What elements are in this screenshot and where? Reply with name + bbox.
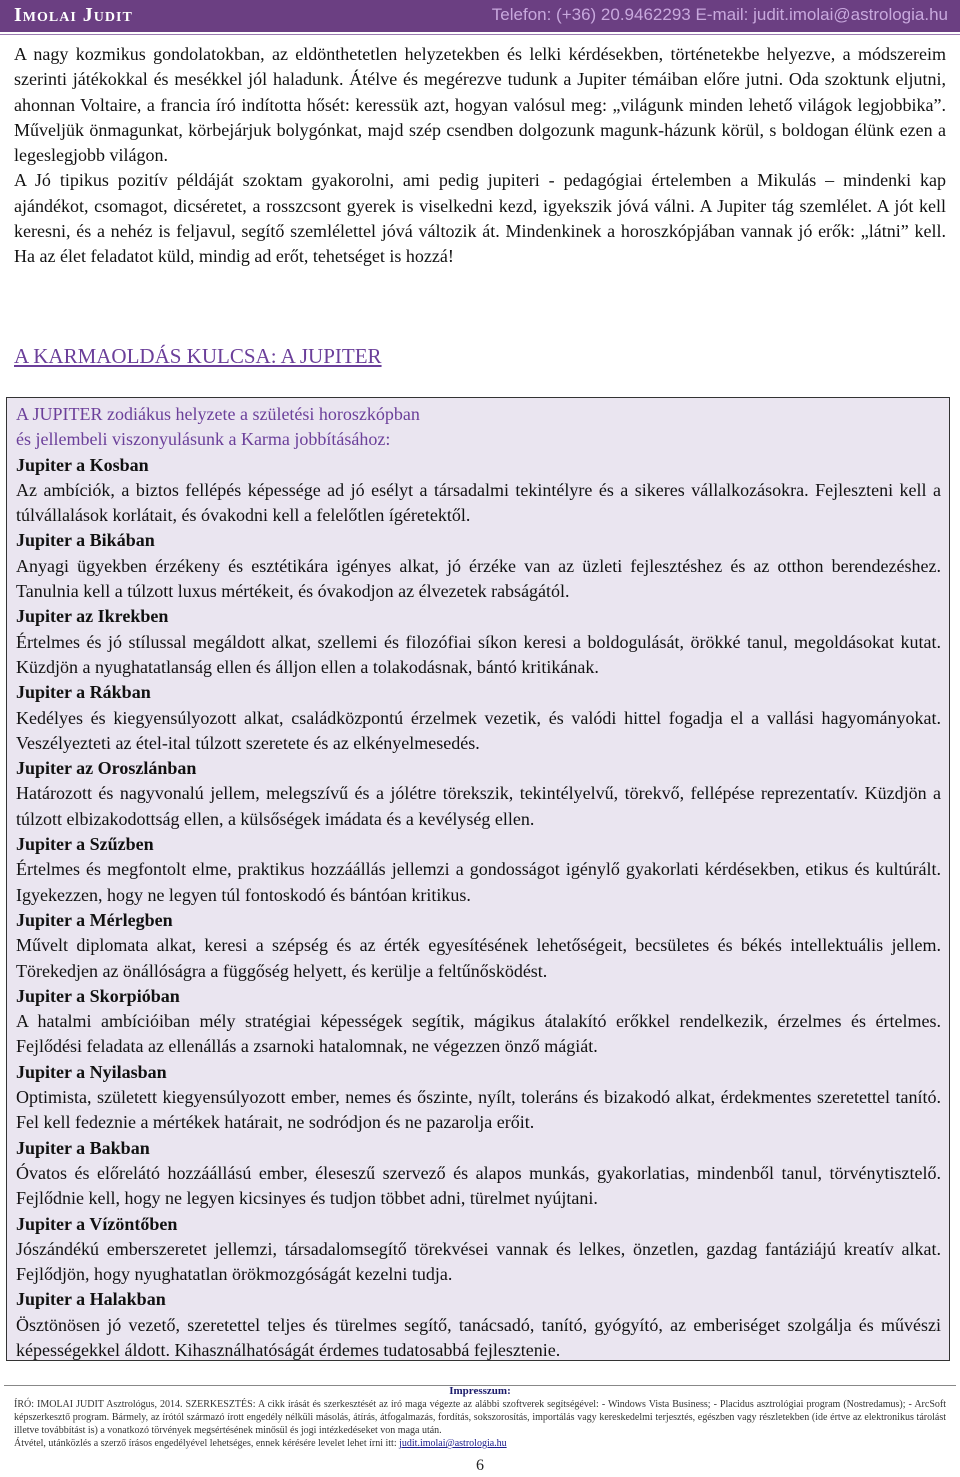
box-title-line-1: A JUPITER zodiákus helyzete a születési horoszkópban: [16, 404, 420, 424]
sign-item: [16, 1060, 941, 1136]
sign-description: Kedélyes és kiegyensúlyozott alkat, családközpontú érzelmek vezetik, és valódi hittel fogadja el a vallási hagyományokat. Veszélyezteti az étel-ital túlzott szeretete és az elkényelmesedés.: [16, 707, 941, 753]
sign-description: Jószándékú emberszeretet jellemzi, társadalomsegítő törekvései vannak és lelkes, önzetlen, gazdag fantáziájú kreatív alkat. Fejlődjön, hogy nyughatatlan örökmozgóságát kezelni tudja.: [16, 1238, 941, 1285]
sign-description: Anyagi ügyekben érzékeny és esztétikára igényes alkat, jó érzéke van az üzleti fejlesztéshez és az otthon berendezéshez. Tanulnia kell a túlzott luxus mértékeit, és óvakodjon az élvezetek rabságától.: [16, 555, 941, 602]
sign-heading: Jupiter a Vízöntőben: [16, 1213, 178, 1234]
sign-item: [16, 984, 941, 1060]
sign-description: Optimista, született kiegyensúlyozott ember, nemes és őszinte, nyílt, toleráns és bizakodó alkat, érdekmentes szeretettel tanító. Fel kell fedeznie a mértékek határait, ne sodródjon és ne pazarolja erőit.: [16, 1087, 941, 1133]
intro-paragraph-2: A Jó tipikus pozitív példáját szoktam gyakorolni, ami pedig jupiteri - pedagógiai értelemben a Mikulás – mindenki kap ajándékot, csomagot, dicséretet, a rosszcsont gyerek is viselkedni kezd, igyekszik jóvá válni. A Jupiter tág szemlélet. A jót kell keresni, és a nehéz is feljavul, segítő szemlélettel jóvá változik át. Mindenkinek a horoszkópjában vannak jó erők: „látni” kell. Ha az élet feladatot küld, mindig ad erőt, tehetséget is hozzá!: [14, 170, 946, 267]
sign-description: Művelt diplomata alkat, keresi a szépség és az érték egyesítésének lehetőségeit, becsületes és békés intellektuális jellem. Törekedjen az önállóságra a függőség helyett, és kerülje a feltűnősködést.: [16, 935, 941, 981]
header-rule: [0, 34, 960, 35]
jupiter-signs-box: [6, 397, 950, 1361]
sign-description: Értelmes és megfontolt elme, praktikus hozzáállás jellemzi a gondosságot igénylő gyakorlati kérdésekben, etikus és kultúrált. Igyekezzen, hogy ne legyen túl fontoskodó és bántóan kritikus.: [16, 859, 941, 905]
sign-description: A hatalmi ambícióiban mély stratégiai képességek segítik, mágikus átalakító erőkkel rendelkezik, érzelmes és értelmes. Fejlődési feladata az ellenállás a zsarnoki hatalomnak, ne végezzen önző mágiát.: [16, 1011, 941, 1057]
page-number: 6: [476, 1457, 484, 1474]
sign-item: [16, 680, 941, 756]
section-title: A KARMAOLDÁS KULCSA: A JUPITER: [14, 344, 382, 368]
sign-description: Óvatos és előrelátó hozzáállású ember, éleseszű szervező és alapos munkás, gyakorlatias, mindenből tanul, törvénytisztelő. Fejlődnie kell, hogy ne legyen kicsinyes és tudjon többet adni, türelmet nyújtani.: [16, 1162, 941, 1209]
header-author: Imolai Judit: [14, 4, 133, 26]
sign-heading: Jupiter a Szűzben: [16, 834, 154, 855]
sign-item: [16, 1136, 941, 1212]
sign-item: [16, 528, 941, 604]
sign-item: [16, 604, 941, 680]
email-link[interactable]: judit.imolai@astrologia.hu: [399, 1438, 507, 1449]
sign-item: [16, 756, 941, 832]
sign-description: Az ambíciók, a biztos fellépés képessége ad jó esélyt a társadalmi tekintélyre és a sikeres vállalkozásokra. Fejleszteni kell a túlvállalások korlátait, és óvakodni kell a felelőtlen ígéretektől.: [16, 479, 941, 526]
sign-heading: Jupiter a Nyilasban: [16, 1061, 167, 1082]
sign-item: [16, 453, 941, 529]
sign-description: Ösztönösen jó vezető, szeretettel teljes és türelmes segítő, tanácsadó, tanító, gyógyító, az emberiséget szolgálja és művészi képességekkel áldott. Kihasználhatóságát érdemes tudatosabbá fejlesztenie.: [16, 1314, 941, 1360]
sign-description: Értelmes és jó stílussal megáldott alkat, szellemi és filozófiai síkon keresi a boldogulását, örökké tanul, megoldásokat kutat. Küzdjön a nyughatatlanság ellen és álljon ellen a tolakodásnak, bántó kritikának.: [16, 631, 941, 677]
intro-section: [14, 42, 946, 270]
sign-heading: Jupiter a Bikában: [16, 530, 155, 551]
sign-heading: Jupiter a Halakban: [16, 1289, 166, 1310]
sign-description: Határozott és nagyvonalú jellem, melegszívű és a jólétre törekszik, tekintélyelvű, törekvő, fellépése reprezentatív. Küzdjön a túlzott elbizakodottság ellen, a külsőségek imádata és a kevélység ellen.: [16, 783, 941, 829]
impressum-line-2-text: Átvétel, utánközlés a szerző írásos engedélyével lehetséges, ennek kérésére levelet lehet írni itt:: [14, 1438, 400, 1449]
sign-item: [16, 1212, 941, 1288]
header-contact: Telefon: (+36) 20.9462293 E-mail: judit.imolai@astrologia.hu: [491, 5, 948, 24]
impressum-title: Impresszum:: [449, 1385, 511, 1397]
sign-item: [16, 908, 941, 984]
sign-heading: Jupiter a Rákban: [16, 682, 151, 703]
sign-item: [16, 1287, 941, 1363]
sign-heading: Jupiter az Ikrekben: [16, 606, 169, 627]
page-header: [0, 0, 960, 32]
impressum-line-2: [14, 1437, 946, 1450]
sign-heading: Jupiter a Skorpióban: [16, 985, 180, 1006]
intro-paragraph-1: A nagy kozmikus gondolatokban, az eldönthetetlen helyzetekben és lelki kérdésekben, történetekbe helyezve, a módszereim szerinti játékokkal és mesékkel jól haladunk. Átélve és megérezve tudunk a Jupiter témáiban előre jutni. Oda szoktunk eljutni, ahonnan Voltaire, a francia író indította hősét: keressük azt, hogyan valósul meg: „világunk minden lehető világok legjobbika”. Műveljük önmagunkat, körbejárjuk bolygónkat, majd szép csendben dolgozunk magunk-házunk körül, s boldogan élünk ezen a legeslegjobb világon.: [14, 44, 946, 166]
sign-item: [16, 832, 941, 908]
box-title-line-2: és jellembeli viszonyulásunk a Karma jobbításához:: [16, 429, 391, 450]
impressum-text: [14, 1398, 946, 1450]
impressum-line-1: ÍRÓ: IMOLAI JUDIT Asztrológus, 2014. SZERKESZTÉS: A cikk írását és szerkesztését az író maga végezte az alábbi szoftverek segítségével: - Windows Vista Business; - Placidus asztrológiai program (Nostredamus); - ArcSoft képszerkesztő program. Bármely, az írótól származó írott engedély nélküli másolás, átírás, átfogalmazás, fordítás, sokszorosítás, importálás vagy kereskedelmi terjesztés, egészben vagy részletekben (ide értve az elektronikus tárolást illetve továbbítást is) a vonatkozó törvények megsértésének minősül és jogi intézkedéseket von maga után.: [14, 1399, 946, 1436]
sign-heading: Jupiter a Bakban: [16, 1137, 150, 1158]
sign-heading: Jupiter a Mérlegben: [16, 909, 173, 930]
sign-heading: Jupiter a Kosban: [16, 454, 149, 475]
sign-heading: Jupiter az Oroszlánban: [16, 758, 197, 779]
